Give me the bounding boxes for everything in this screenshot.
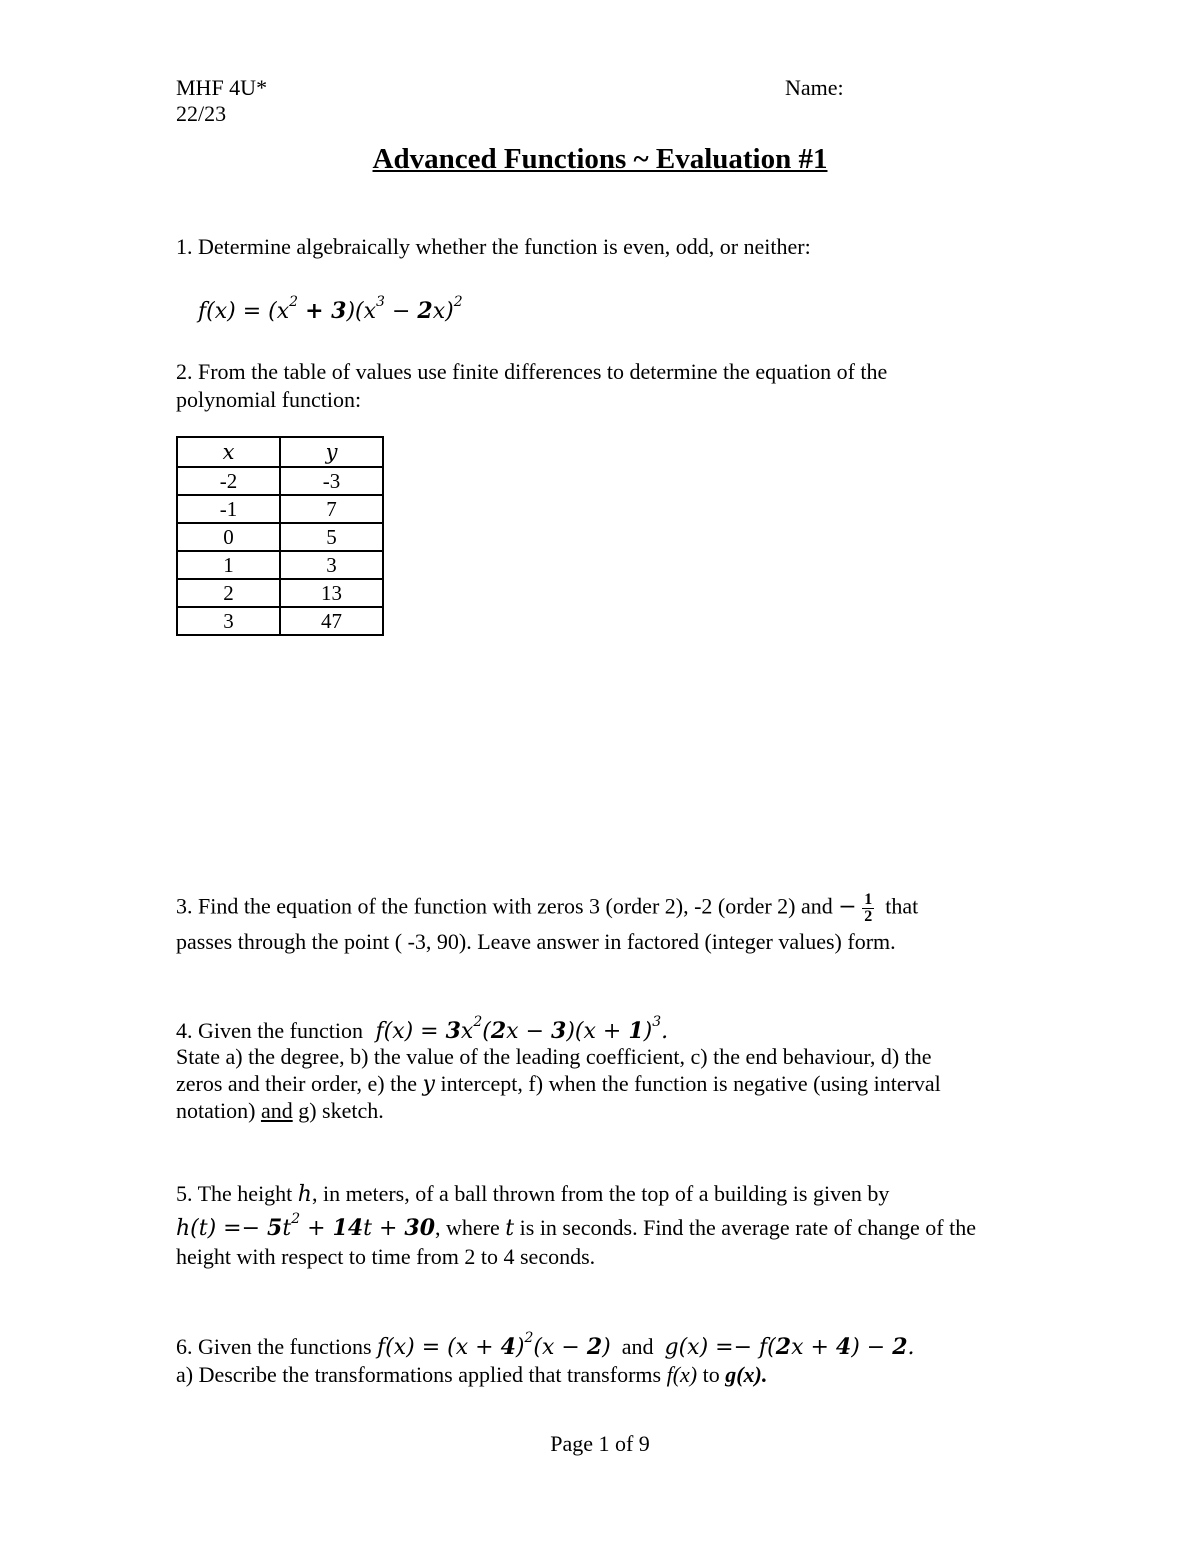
question-5-line2-c: is in seconds. Find the average rate of change of the	[519, 1215, 976, 1240]
school-year: 22/23	[176, 101, 227, 126]
question-6-g-equation: g(x) =− f(2x + 4) − 2.	[664, 1334, 915, 1360]
table-cell: 1	[177, 551, 280, 579]
table-row	[177, 523, 383, 551]
table-cell: 0	[177, 523, 280, 551]
table-cell: 7	[280, 495, 383, 523]
fraction-numerator: 1	[864, 891, 873, 908]
table-header-y: y	[280, 437, 383, 467]
table-row	[177, 495, 383, 523]
question-5-line2-b: , where	[435, 1215, 500, 1240]
table-cell: 47	[280, 607, 383, 635]
table-header-x: x	[177, 437, 280, 467]
question-2-line1: 2. From the table of values use finite differences to determine the equation of the	[176, 359, 888, 384]
question-4-line4-b: g) sketch.	[298, 1098, 384, 1123]
fraction-one-half	[862, 892, 874, 925]
table-row	[177, 607, 383, 635]
question-6-part-a-text: a) Describe the transformations applied that transforms	[176, 1362, 662, 1387]
question-3-line1	[176, 892, 918, 925]
question-1-equation: $f(x) = (x^2 + 3)(x^3 - 2x)^2$	[198, 294, 463, 324]
variable-h: h	[297, 1182, 312, 1207]
table-cell: 13	[280, 579, 383, 607]
table-cell: 3	[280, 551, 383, 579]
variable-y: y	[422, 1072, 435, 1097]
question-6-part-a-g: g(x).	[725, 1362, 768, 1387]
table-row	[177, 551, 383, 579]
table-row	[177, 467, 383, 495]
question-4-equation: $f(x) = 3x^2(2x - 3)(x + 1)^3$.	[368, 1014, 669, 1044]
table-row	[177, 579, 383, 607]
question-5-equation: $h(t) =- 5t^2 + 14t + 30$	[176, 1211, 436, 1241]
question-6-and: and	[621, 1334, 654, 1359]
question-4-line3-b: intercept, f) when the function is negative (using interval	[440, 1071, 941, 1096]
question-1-text: 1. Determine algebraically whether the function is even, odd, or neither:	[176, 234, 811, 259]
question-3-line1-end: that	[885, 893, 919, 919]
table-cell: -2	[177, 467, 280, 495]
question-6-part-a-to: to	[702, 1362, 720, 1387]
question-2-line2: polynomial function:	[176, 387, 362, 412]
question-5-line1	[176, 1180, 889, 1209]
page-title: Advanced Functions ~ Evaluation #1	[372, 143, 828, 175]
question-3-line2: passes through the point ( -3, 90). Leave answer in factored (integer values) form.	[176, 929, 896, 954]
table-cell: 3	[177, 607, 280, 635]
table-cell: 2	[177, 579, 280, 607]
page-number: Page 1 of 9	[550, 1431, 650, 1456]
table-cell: -3	[280, 467, 383, 495]
question-5-line3: height with respect to time from 2 to 4 seconds.	[176, 1244, 596, 1269]
question-4-lead: 4. Given the function	[176, 1018, 363, 1043]
question-6-line1	[176, 1330, 915, 1362]
fraction-sign: −	[838, 894, 857, 920]
question-6-part-a	[176, 1361, 767, 1389]
question-4-line3-a: zeros and their order, e) the	[176, 1071, 418, 1096]
table-cell: 5	[280, 523, 383, 551]
question-4-line4	[176, 1097, 384, 1125]
question-6-f-equation: $f(x) = (x + 4)^2(x - 2)$	[377, 1330, 611, 1360]
question-5-line1-b: , in meters, of a ball thrown from the top of a building is given by	[311, 1181, 890, 1206]
question-4-line3	[176, 1070, 941, 1099]
table-cell: -1	[177, 495, 280, 523]
question-6-part-a-f: f(x)	[666, 1362, 698, 1387]
question-4-line2: State a) the degree, b) the value of the leading coefficient, c) the end behaviour, d) the	[176, 1044, 932, 1069]
course-code: MHF 4U*	[176, 75, 268, 100]
question-3-line1-text: 3. Find the equation of the function with zeros 3 (order 2), -2 (order 2) and	[176, 893, 833, 919]
question-6-lead: 6. Given the functions	[176, 1334, 372, 1359]
question-5-line1-a: 5. The height	[176, 1181, 293, 1206]
fraction-denominator: 2	[864, 908, 873, 925]
table-header-row	[177, 437, 383, 467]
question-4-line1	[176, 1014, 669, 1046]
values-table	[176, 436, 384, 636]
underlined-and: and	[260, 1098, 293, 1123]
variable-t: t	[505, 1216, 515, 1241]
question-5-line2	[176, 1211, 976, 1243]
name-label: Name:	[785, 75, 844, 100]
question-4-line4-a: notation)	[176, 1098, 256, 1123]
